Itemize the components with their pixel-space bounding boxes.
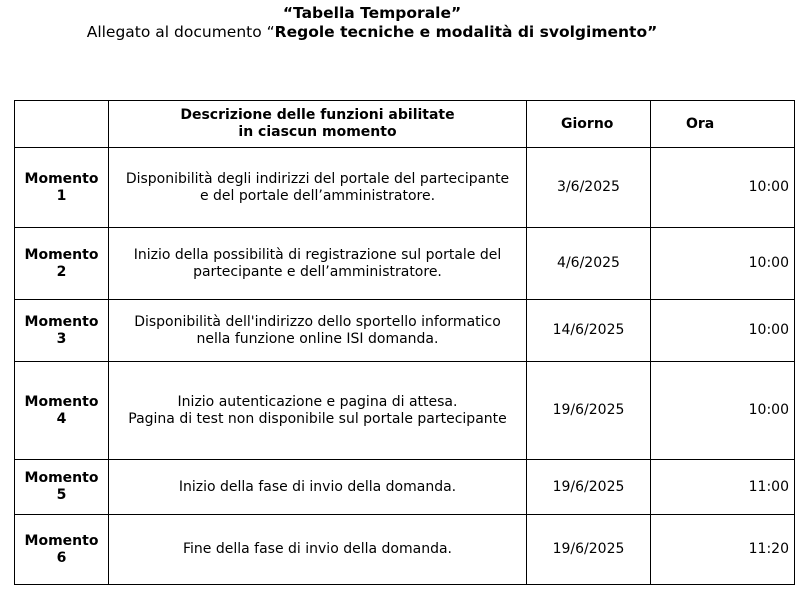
description-cell: Disponibilità degli indirizzi del portale del partecipante e del portale dell’amministratore. bbox=[109, 148, 527, 228]
table-row bbox=[15, 148, 795, 228]
day-cell: 19/6/2025 bbox=[527, 460, 651, 515]
header-moment bbox=[15, 101, 109, 148]
description-cell: Inizio della possibilità di registrazione sul portale del partecipante e dell’amministratore. bbox=[109, 228, 527, 300]
time-cell: 11:20 bbox=[651, 515, 795, 585]
moment-cell: Momento 2 bbox=[15, 228, 109, 300]
document-title: “Tabella Temporale” bbox=[282, 4, 462, 22]
subtitle-document-name: Regole tecniche e modalità di svolgimento” bbox=[274, 23, 658, 41]
description-cell: Disponibilità dell'indirizzo dello sportello informatico nella funzione online ISI domanda. bbox=[109, 300, 527, 362]
day-cell: 19/6/2025 bbox=[527, 362, 651, 460]
day-cell: 3/6/2025 bbox=[527, 148, 651, 228]
time-cell: 10:00 bbox=[651, 300, 795, 362]
header-time: Ora bbox=[651, 101, 795, 148]
document-subtitle bbox=[0, 23, 744, 41]
moment-cell: Momento 3 bbox=[15, 300, 109, 362]
table-row bbox=[15, 460, 795, 515]
header-description: Descrizione delle funzioni abilitate in ciascun momento bbox=[109, 101, 527, 148]
moment-cell: Momento 4 bbox=[15, 362, 109, 460]
time-cell: 10:00 bbox=[651, 148, 795, 228]
moment-cell: Momento 6 bbox=[15, 515, 109, 585]
day-cell: 19/6/2025 bbox=[527, 515, 651, 585]
description-cell: Inizio della fase di invio della domanda. bbox=[109, 460, 527, 515]
day-cell: 4/6/2025 bbox=[527, 228, 651, 300]
moment-cell: Momento 1 bbox=[15, 148, 109, 228]
description-cell: Fine della fase di invio della domanda. bbox=[109, 515, 527, 585]
table-row bbox=[15, 300, 795, 362]
table-row bbox=[15, 228, 795, 300]
time-cell: 11:00 bbox=[651, 460, 795, 515]
time-cell: 10:00 bbox=[651, 228, 795, 300]
timetable bbox=[14, 100, 795, 585]
table-header-row bbox=[15, 101, 795, 148]
description-cell: Inizio autenticazione e pagina di attesa. Pagina di test non disponibile sul portale partecipante bbox=[109, 362, 527, 460]
subtitle-prefix: Allegato al documento “ bbox=[86, 23, 275, 41]
table-row bbox=[15, 515, 795, 585]
time-cell: 10:00 bbox=[651, 362, 795, 460]
header-day: Giorno bbox=[527, 101, 651, 148]
moment-cell: Momento 5 bbox=[15, 460, 109, 515]
table-row bbox=[15, 362, 795, 460]
day-cell: 14/6/2025 bbox=[527, 300, 651, 362]
